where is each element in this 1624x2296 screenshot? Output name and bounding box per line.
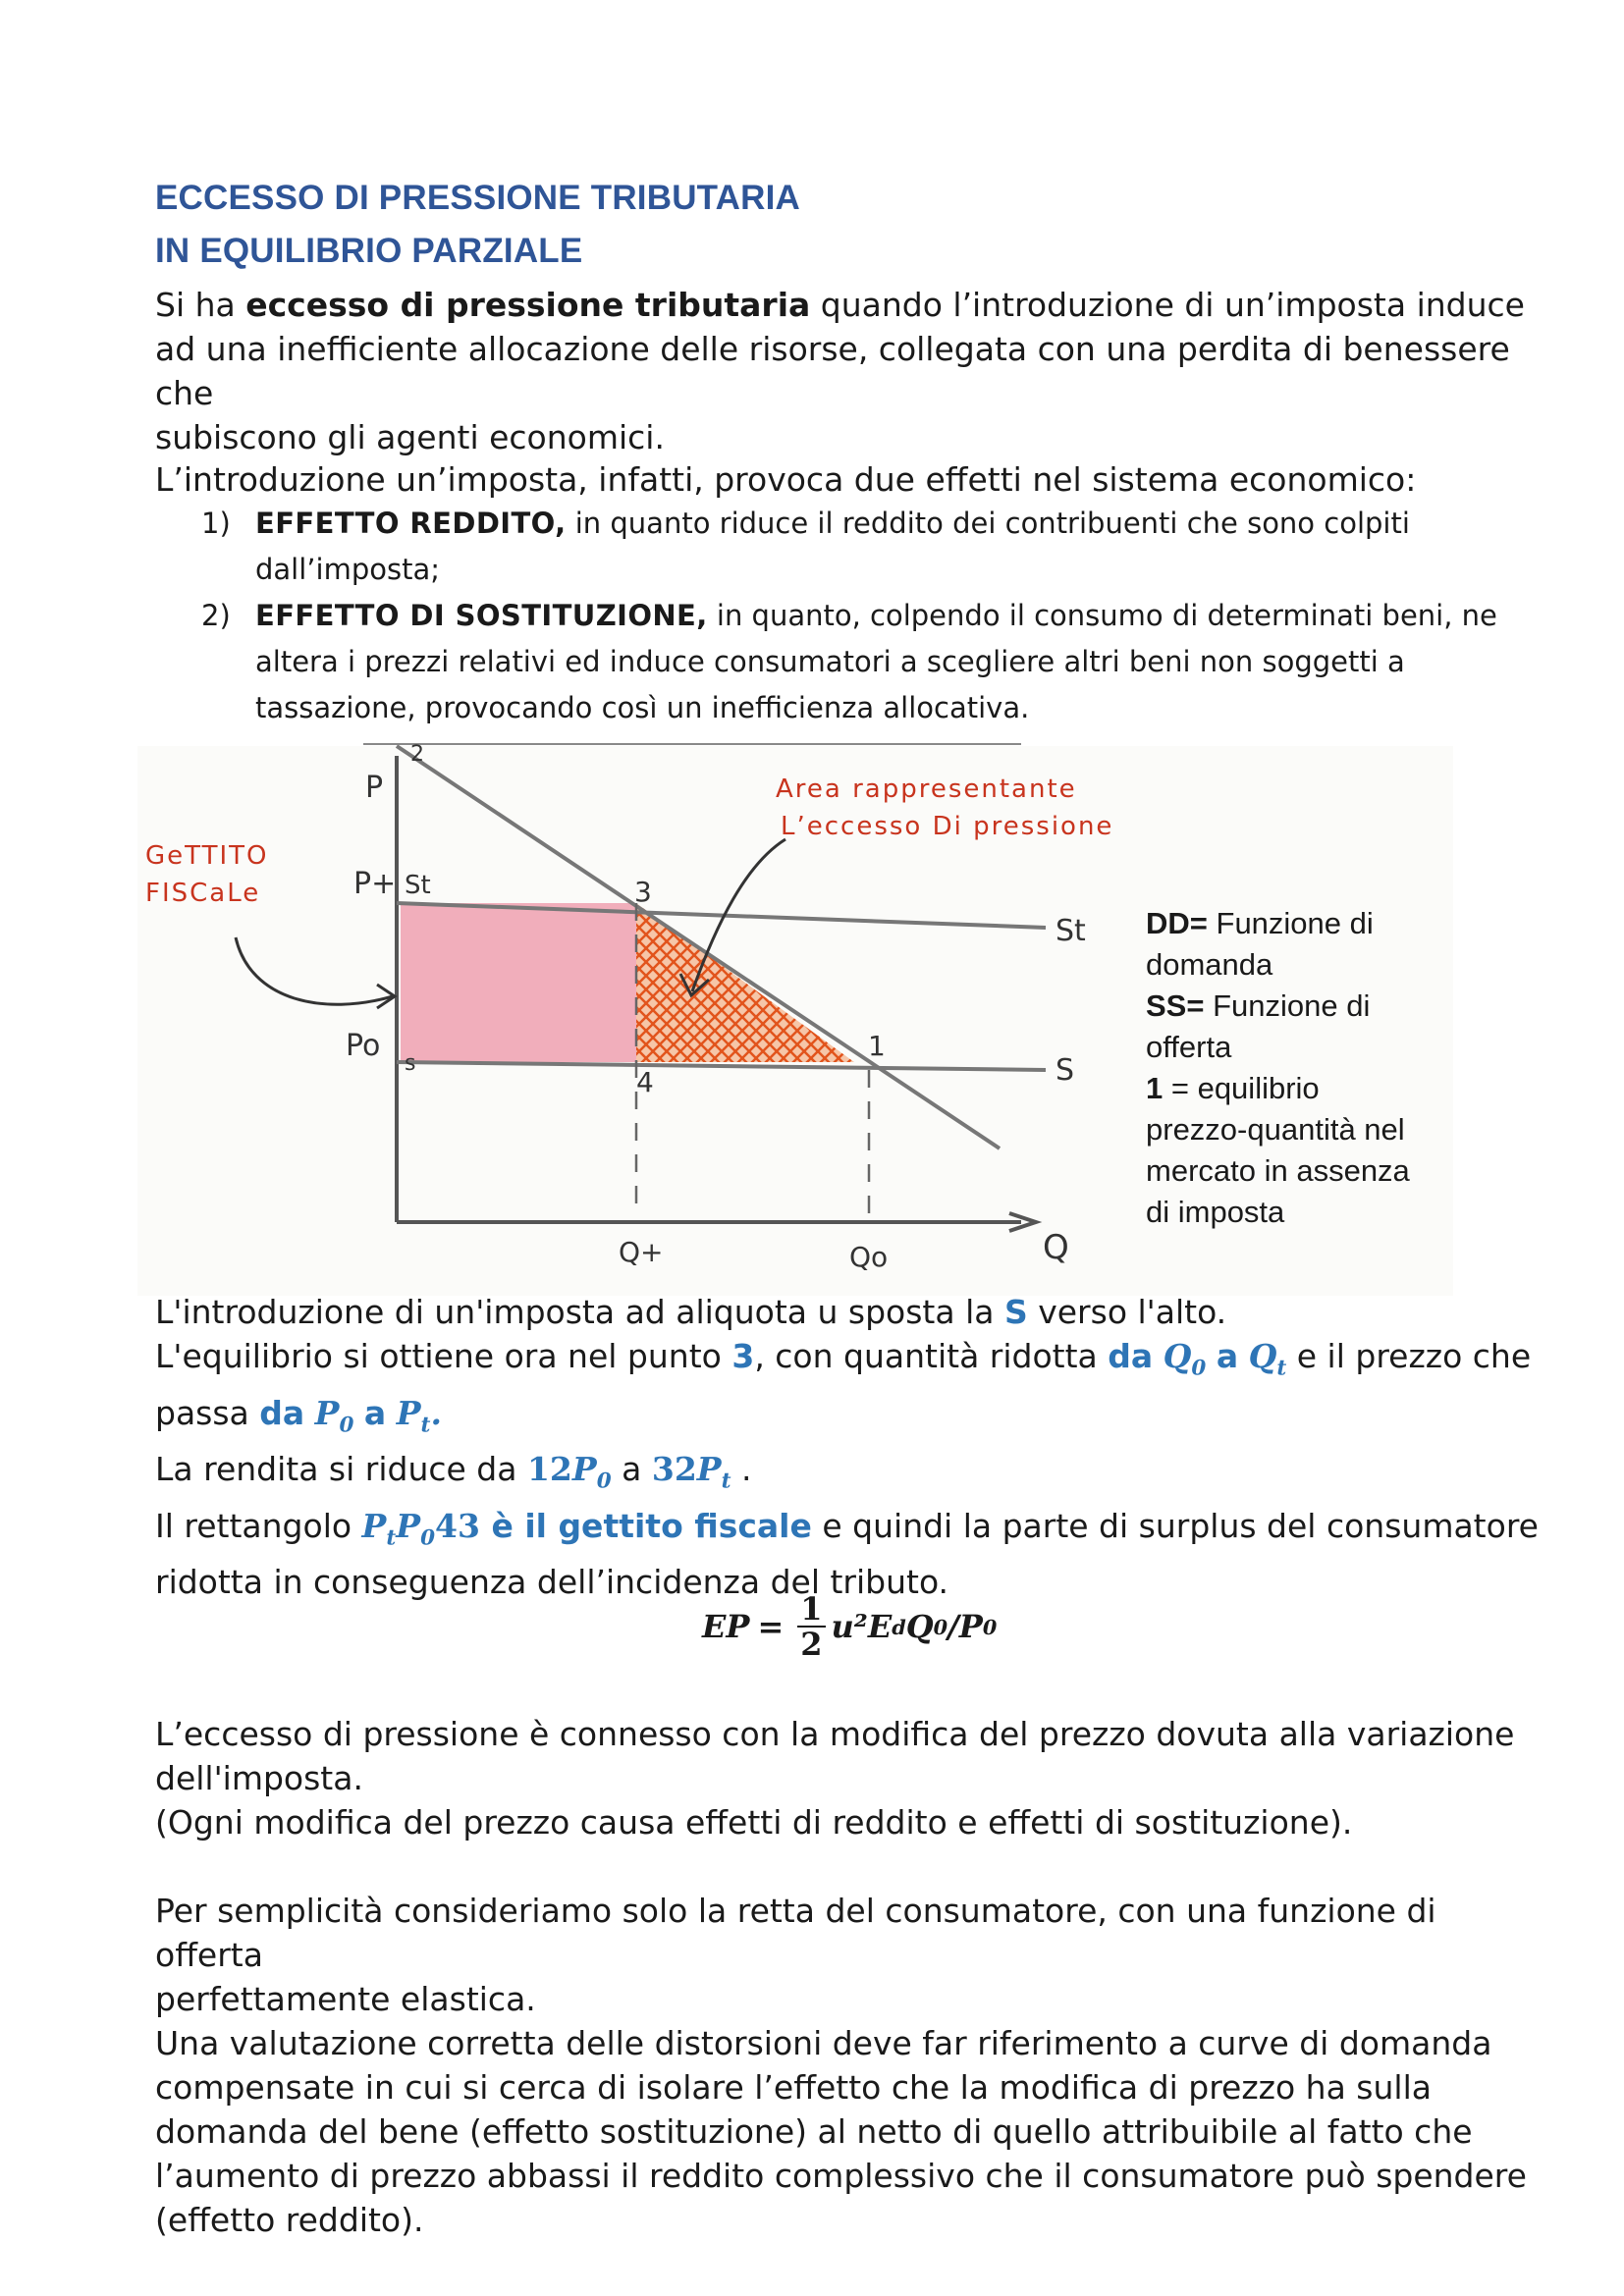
intro-paragraph: Si ha eccesso di pressione tributaria quando l’introduzione di un’imposta induce ad una inefficiente allocazione delle risorse, collegata con una perdita di benessere che subiscono gli agenti economici. [155,286,1525,456]
price-label-pt: P+ [353,867,397,901]
point-label-2: 2 [410,742,424,767]
intro-bold-term: eccesso di pressione tributaria [245,286,811,324]
st-right-label: St [1056,914,1086,948]
excess-label-line1: Area rappresentante [776,774,1077,804]
point-label-1: 1 [868,1030,886,1062]
diagram-legend: DD= Funzione di domanda SS= Funzione di offerta 1 = equilibrio prezzo-quantità nel mercato in assenza di imposta [1146,906,1410,1229]
excess-label-line2: L’eccesso Di pressione [781,812,1114,841]
page-subtitle: IN EQUILIBRIO PARZIALE [155,232,583,270]
effects-intro: L’introduzione un’imposta, infatti, provoca due effetti nel sistema economico: [155,460,1417,499]
list-item: 2) EFFETTO DI SOSTITUZIONE, in quanto, colpendo il consumo di determinati beni, ne altera i prezzi relativi ed induce consumatori a scegliere altri beni non soggetti a tassazione, provocando così un inefficienza allocativa. [201,599,1497,724]
page-title: ECCESSO DI PRESSIONE TRIBUTARIA [155,179,801,217]
gettito-label-line2: FISCaLe [145,879,261,908]
s-right-label: S [1056,1053,1075,1088]
s-left-label: s [405,1051,416,1076]
st-left-label: St [405,871,431,900]
supply-ref: S [1003,1293,1028,1331]
quantity-label-qt: Q+ [619,1236,664,1268]
gettito-label-line1: GeTTITO [145,841,269,871]
quantity-label-qo: Qo [849,1241,889,1273]
gettito-area [401,903,636,1062]
point-label-4: 4 [636,1066,654,1098]
point-label-3: 3 [634,876,652,908]
price-label-po: Po [346,1029,381,1063]
axis-label-q: Q [1043,1228,1069,1267]
closing-paragraph-1: L’eccesso di pressione è connesso con la modifica del prezzo dovuta alla variazione dell'imposta. (Ogni modifica del prezzo causa effetti di reddito e effetti di sostituzione). [155,1715,1515,1842]
excess-burden-formula: EP = $\frac{1}{2}$ u²E d Q 0 /P 0 [702,1590,998,1663]
axis-label-p: P [365,771,384,805]
list-item: 1) EFFETTO REDDITO, in quanto riduce il reddito dei contribuenti che sono colpiti dall’imposta; [201,507,1410,586]
explanation-paragraph: L'introduzione di un'imposta ad aliquota u sposta la S verso l'alto. L'equilibrio si ottiene ora nel punto 3, con quantità ridotta da $Q_0$ a $Q_t$ e il prezzo che passa da $P_0$ a $P_t$. La rendita si riduce da $12P_0$ a $32P_t$ . Il rettangolo $P_tP_043$ è il gettito fiscale e quindi la parte di surplus del consumatore ridotta in conseguenza dell’incidenza del tributo. [155,1293,1539,1602]
closing-paragraph-2: Per semplicità consideriamo solo la retta del consumatore, con una funzione di offerta perfettamente elastica. Una valutazione corretta delle distorsioni deve far riferimento a curve di domanda compensate in cui si cerca di isolare l’effetto che la modifica di prezzo ha sulla domanda del bene (effetto sostituzione) al netto di quello attribuibile al fatto che l’aumento di prezzo abbassi il reddito complessivo che il consumatore può spendere (effetto reddito). [155,1892,1527,2239]
